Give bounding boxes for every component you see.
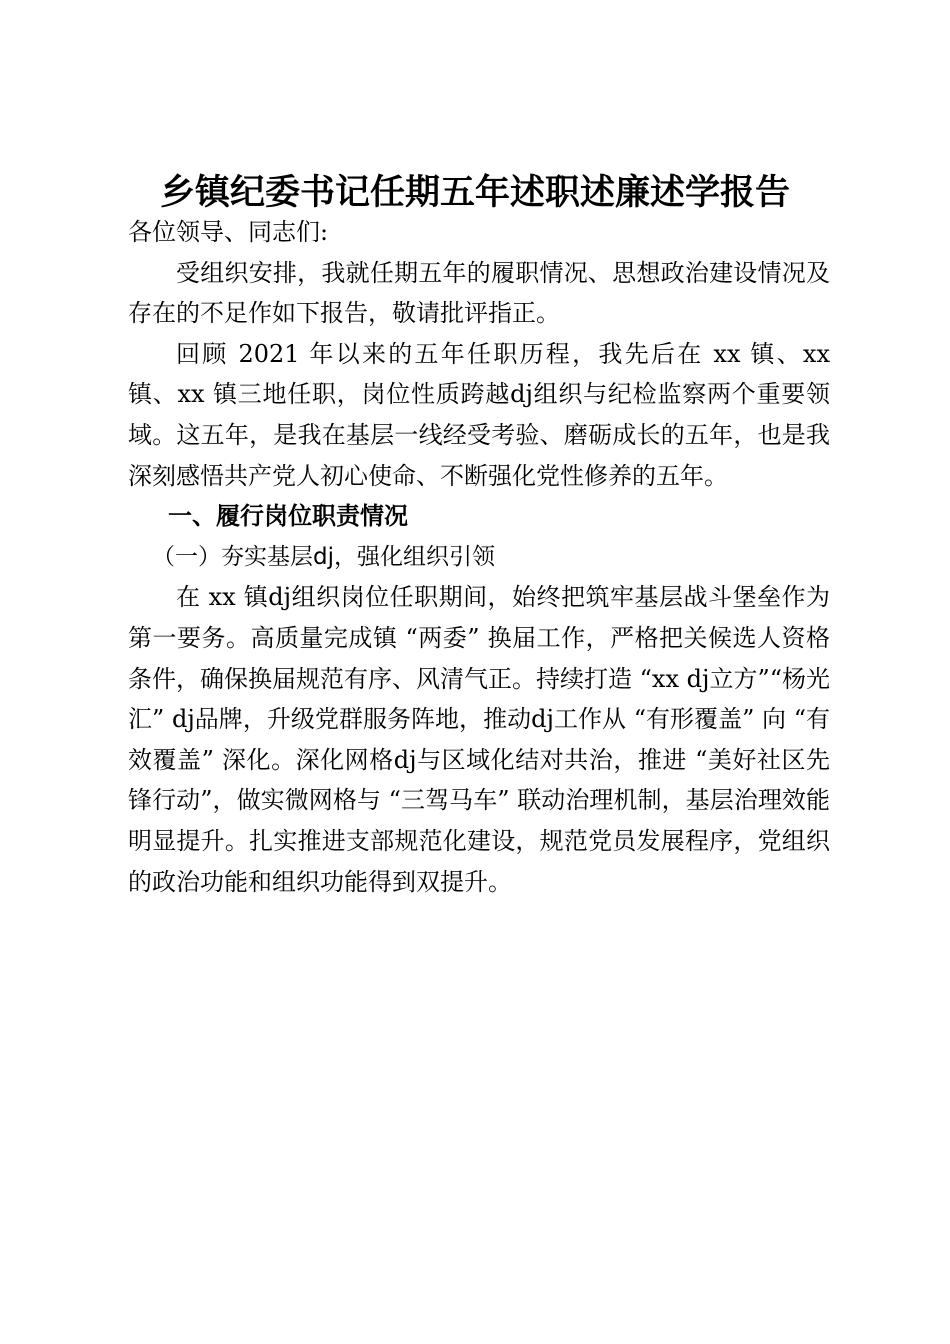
body-paragraph-2: 回顾 2021 年以来的五年任职历程，我先后在 xx 镇、xx 镇、xx 镇三地任职，岗位性质跨越dj组织与纪检监察两个重要领域。这五年，是我在基层一线经受考验、磨砺成长的五年，也是我深刻感悟共产党人初心使命、不断强化党性修养的五年。 [128, 339, 830, 490]
greeting-line: 各位领导、同志们: [128, 218, 329, 246]
document-title: 乡镇纪委书记任期五年述职述廉述学报告 [159, 173, 790, 213]
section-heading-1: 一、履行岗位职责情况 [168, 502, 408, 531]
subsection-heading-1-1: （一）夯实基层dj，强化组织引领 [152, 543, 495, 570]
document-body [128, 212, 830, 902]
body-paragraph-3: 在 xx 镇dj组织岗位任职期间，始终把筑牢基层战斗堡垒作为第一要务。高质量完成镇 “两委” 换届工作，严格把关候选人资格条件，确保换届规范有序、风清气正。持续打造 “xx dj立方”“杨光汇” dj品牌，升级党群服务阵地，推动dj工作从 “有形覆盖” 向 “有效覆盖” 深化。深化网格dj与区域化结对共治，推进 “美好社区先锋行动”，做实微网格与 “三驾马车” 联动治理机制，基层治理效能明显提升。扎实推进支部规范化建设，规范党员发展程序，党组织的政治功能和组织功能得到双提升。 [128, 583, 830, 896]
body-paragraph-1: 受组织安排，我就任期五年的履职情况、思想政治建设情况及存在的不足作如下报告，敬请批评指正。 [128, 258, 830, 328]
